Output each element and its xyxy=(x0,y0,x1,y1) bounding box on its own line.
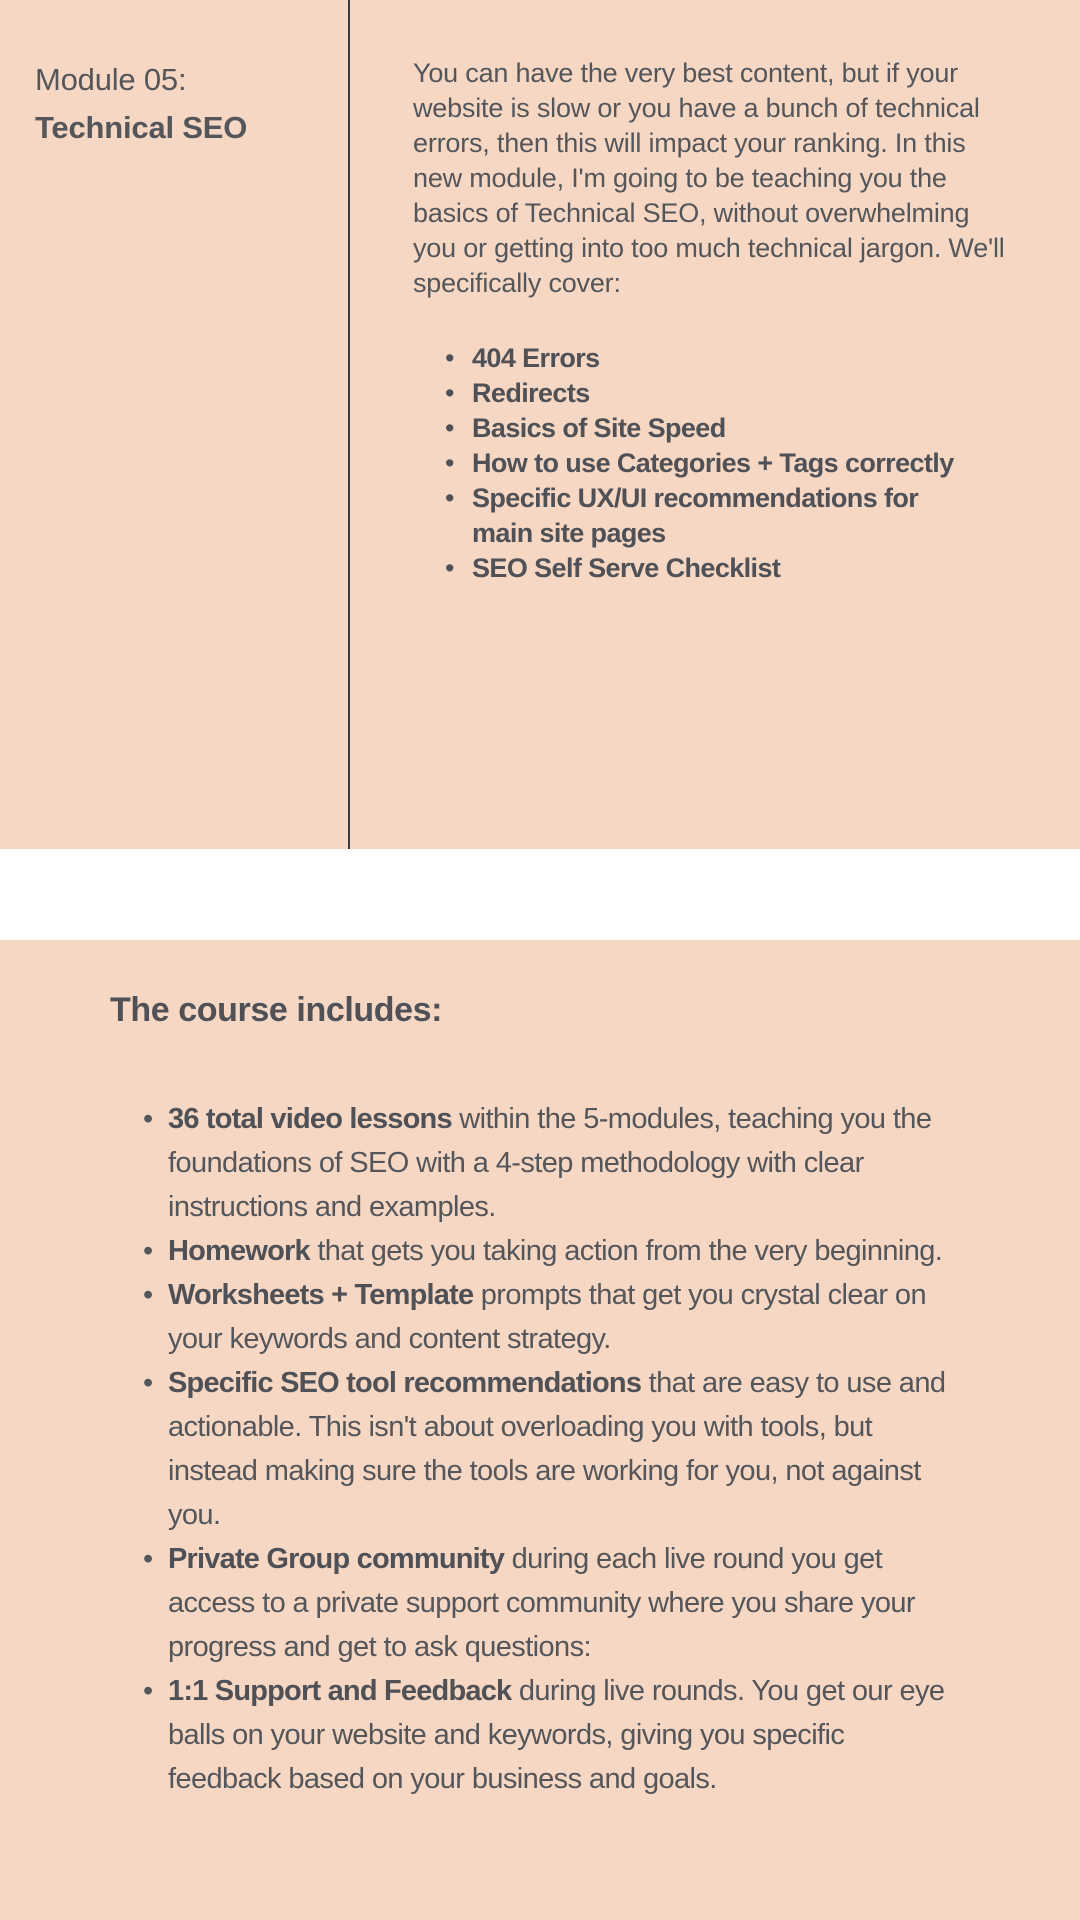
course-include-item xyxy=(143,1097,956,1229)
include-item-text: prompts that get you crystal clear on your keywords and content strategy. xyxy=(168,1279,926,1355)
include-item-text: within the 5-modules, teaching you the foundations of SEO with a 4-step methodology with clear instructions and examples. xyxy=(168,1103,932,1223)
include-item-bold: Worksheets + Template xyxy=(168,1279,474,1311)
include-item-text: during each live round you get access to a private support community where you share your progress and get to ask questions: xyxy=(168,1543,915,1663)
module-topic-item: • How to use Categories + Tags correctly xyxy=(445,446,965,481)
module-topic-item: • Specific UX/UI recommendations for main site pages xyxy=(445,481,965,551)
include-item-bold: 36 total video lessons xyxy=(168,1103,452,1135)
course-includes-section xyxy=(0,940,1080,1920)
course-includes-list xyxy=(143,1097,958,1801)
include-item-text: during live rounds. You get our eye balls on your website and keywords, giving you specific feedback based on your business and goals. xyxy=(168,1675,945,1795)
module-topic-item: • 404 Errors xyxy=(445,341,965,376)
module-topic-item: • SEO Self Serve Checklist xyxy=(445,551,965,586)
course-include-item xyxy=(143,1273,956,1361)
include-item-text: that gets you taking action from the very beginning. xyxy=(309,1235,943,1267)
course-include-item xyxy=(143,1361,956,1537)
module-number: Module 05: xyxy=(35,62,187,97)
module-topic-item: • Redirects xyxy=(445,376,965,411)
course-include-item xyxy=(143,1669,956,1801)
course-include-item xyxy=(143,1229,956,1273)
module-description: You can have the very best content, but if your website is slow or you have a bunch of technical errors, then this will impact your ranking. In this new module, I'm going to be teaching you the basics of Technical SEO, without overwhelming you or getting into too much technical jargon. We'll specifically cover: xyxy=(413,58,1005,298)
include-item-bold: Specific SEO tool recommendations xyxy=(168,1367,642,1399)
include-item-bold: Homework xyxy=(168,1235,310,1267)
include-item-bold: 1:1 Support and Feedback xyxy=(168,1675,512,1707)
module-topics-list xyxy=(445,341,965,586)
include-item-bold: Private Group community xyxy=(168,1543,505,1575)
module-description-block xyxy=(413,56,1025,586)
course-includes-heading: The course includes: xyxy=(110,991,443,1029)
module-05-section xyxy=(0,0,1080,849)
course-include-item xyxy=(143,1537,956,1669)
module-title-block xyxy=(35,56,315,152)
module-title: Technical SEO xyxy=(35,110,248,145)
include-item-text: that are easy to use and actionable. This isn't about overloading you with tools, but instead making sure the tools are working for you, not against you. xyxy=(168,1367,946,1531)
module-topic-item: • Basics of Site Speed xyxy=(445,411,965,446)
section-separator-band xyxy=(0,849,1080,940)
column-divider xyxy=(348,0,350,849)
